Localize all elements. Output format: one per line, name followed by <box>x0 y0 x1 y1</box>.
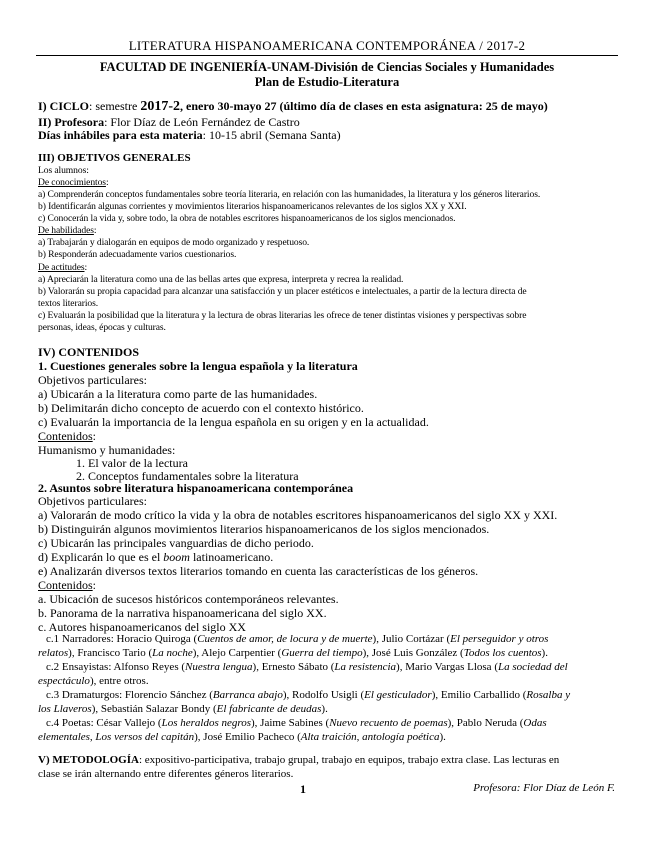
inhabiles-line <box>38 128 623 143</box>
c2-b: ), Ernesto Sábato ( <box>252 661 335 673</box>
c2-b-title: La resistencia <box>334 661 397 673</box>
c3-e-title: El fabricante de deudas <box>216 703 322 715</box>
c3-c-title: Rosalba y <box>526 689 571 701</box>
objetivos-heading: III) OBJETIVOS GENERALES <box>38 152 191 164</box>
poetas-line2 <box>38 731 623 743</box>
inhabiles-value: : 10-15 abril (Semana Santa) <box>202 128 341 142</box>
c1-c: ), Francisco Tario ( <box>68 647 153 659</box>
c4-e-title: Alta traición, antología poética <box>300 731 440 743</box>
objetivos-intro: Los alumnos: <box>38 165 89 176</box>
conocimiento-b: b) Identificarán algunas corrientes y movimientos literarios hispanoamericanos relevantes de los siglos XX y XXI. <box>38 201 467 212</box>
semestre-value: 2017-2 <box>140 99 181 114</box>
c4-a-title: Los heraldos negros <box>161 717 252 729</box>
metodologia-line2: clase se irán alternando entre diferentes géneros literarios. <box>38 768 294 780</box>
contenidos-heading: IV) CONTENIDOS <box>38 345 140 359</box>
c4-d-title: elementales, Los versos del capitán <box>38 731 195 743</box>
c3-d: ), Sebastián Salazar Bondy ( <box>91 703 217 715</box>
actitudes-label: De actitudes <box>38 262 85 273</box>
unit1-obj-a: a) Ubicarán a la literatura como parte de las humanidades. <box>38 387 318 401</box>
actitudes-label-line: De actitudes: <box>38 262 88 273</box>
c1-e: ), José Luis González ( <box>362 647 464 659</box>
c2-a: c.2 Ensayistas: Alfonso Reyes ( <box>46 661 186 673</box>
ensayistas-line2 <box>38 675 623 687</box>
actitud-c-cont: personas, ideas, épocas y culturas. <box>38 322 166 333</box>
unit2-obj-d <box>38 550 623 565</box>
unit2-obj-d-text: d) Explicarán lo que es el <box>38 550 164 564</box>
plan-title: Plan de Estudio-Literatura <box>254 75 400 89</box>
profesora-name: : Flor Díaz de León Fernández de Castro <box>104 115 300 129</box>
dramaturgos-line2 <box>38 703 623 715</box>
c1-d: ), Alejo Carpentier ( <box>192 647 282 659</box>
unit1-obj-c: c) Evaluarán la importancia de la lengua española en su origen y en la actualidad. <box>38 415 429 429</box>
boom-word: boom <box>163 550 190 564</box>
running-header: LITERATURA HISPANOAMERICANA CONTEMPORÁNEA / 2017-2 <box>128 38 526 53</box>
c1-d-title: La noche <box>152 647 193 659</box>
actitud-c: c) Evaluarán la posibilidad que la literatura y la lectura de obras literarias les ofrece de tener distintas visiones y perspectivas sobre <box>38 310 527 321</box>
c3-e: ). <box>321 703 328 715</box>
conocimiento-c: c) Conocerán la vida y, sobre todo, la obra de notables escritores hispanoamericanos de los siglos mencionados. <box>38 213 456 224</box>
c2-a-title: Nuestra lengua <box>185 661 253 673</box>
conocimientos-label: De conocimientos <box>38 177 106 188</box>
faculty-title: FACULTAD DE INGENIERÍA-UNAM-División de Ciencias Sociales y Humanidades <box>99 60 555 74</box>
boom-rest: latinoamericano. <box>189 550 274 564</box>
c4-c-title: Odas <box>523 717 547 729</box>
unit2-cont-a: a. Ubicación de sucesos históricos contemporáneos relevantes. <box>38 592 339 606</box>
unit1-obj-label: Objetivos particulares: <box>38 373 147 387</box>
c1-b-title: El perseguidor y otros <box>450 633 549 645</box>
unit1-obj-b: b) Delimitarán dicho concepto de acuerdo con el contexto histórico. <box>38 401 364 415</box>
unit2-obj-label: Objetivos particulares: <box>38 494 147 508</box>
c3-b: ), Rodolfo Usigli ( <box>282 689 365 701</box>
narradores-line2 <box>38 647 623 659</box>
metodologia-label: V) METODOLOGÍA <box>38 754 139 766</box>
c1-b: ), Julio Cortázar ( <box>372 633 451 645</box>
c1-f: ). <box>541 647 548 659</box>
unit1-cont-label: Contenidos <box>38 429 93 443</box>
metodologia-line1 <box>38 754 623 766</box>
unit2-cont-label-line: Contenidos: <box>38 578 97 592</box>
header-rule <box>36 55 618 56</box>
actitud-a: a) Apreciarán la literatura como una de las bellas artes que expresa, interpreta y recrea la realidad. <box>38 274 404 285</box>
unit2-cont-c: c. Autores hispanoamericanos del siglo XX <box>38 620 246 634</box>
unit2-cont-b: b. Panorama de la narrativa hispanoamericana del siglo XX. <box>38 606 327 620</box>
actitud-b: b) Valorarán su propia capacidad para alcanzar una satisfacción y un placer estéticos e intelectuales, a partir de la lectura directa de <box>38 286 527 297</box>
poetas-line1 <box>46 717 631 729</box>
c1-a: c.1 Narradores: Horacio Quiroga ( <box>46 633 198 645</box>
c4-b-title: Nuevo recuento de poemas <box>329 717 448 729</box>
habilidad-b: b) Responderán adecuadamente varios cuestionarios. <box>38 249 237 260</box>
c1-f-title: Todos los cuentos <box>463 647 542 659</box>
ciclo-line <box>38 99 623 115</box>
unit1-sub-2: 2. Conceptos fundamentales sobre la literatura <box>76 469 299 483</box>
ciclo-label: I) CICLO <box>38 99 90 113</box>
c1-e-title: Guerra del tiempo <box>281 647 363 659</box>
c2-c: ), Mario Vargas Llosa ( <box>396 661 498 673</box>
unit2-obj-b: b) Distinguirán algunos movimientos literarios hispanoamericanos de los siglos mencionados. <box>38 522 490 536</box>
c4-c: ), Pablo Neruda ( <box>447 717 524 729</box>
unit1-sub-1: 1. El valor de la lectura <box>76 456 188 470</box>
c3-b-title: El gesticulador <box>364 689 432 701</box>
c1-c-title: relatos <box>38 647 69 659</box>
c4-a: c.4 Poetas: César Vallejo ( <box>46 717 162 729</box>
c4-e: ). <box>439 731 446 743</box>
unit2-obj-a: a) Valorarán de modo crítico la vida y la obra de notables escritores hispanoamericanos del siglo XX y XXI. <box>38 508 558 522</box>
unit1-title: 1. Cuestiones generales sobre la lengua española y la literatura <box>38 359 358 373</box>
c3-c: ), Emilio Carballido ( <box>431 689 527 701</box>
unit1-topic: Humanismo y humanidades: <box>38 443 176 457</box>
habilidad-a: a) Trabajarán y dialogarán en equipos de modo organizado y respetuoso. <box>38 237 310 248</box>
c1-a-title: Cuentos de amor, de locura y de muerte <box>197 633 373 645</box>
c3-a-title: Barranca abajo <box>212 689 283 701</box>
unit1-cont-label-line: Contenidos: <box>38 429 97 443</box>
ciclo-fechas: , enero 30-mayo 27 (último día de clases en esta asignatura: 25 de mayo) <box>180 99 548 113</box>
dramaturgos-line1 <box>46 689 631 701</box>
c2-d: ), entre otros. <box>89 675 149 687</box>
actitud-b-cont: textos literarios. <box>38 298 99 309</box>
conocimientos-label-line: De conocimientos: <box>38 177 109 188</box>
unit2-obj-e: e) Analizarán diversos textos literarios tomando en cuenta las características de los géneros. <box>38 564 479 578</box>
unit2-title: 2. Asuntos sobre literatura hispanoamericana contemporánea <box>38 481 354 495</box>
unit2-cont-label: Contenidos <box>38 578 93 592</box>
habilidades-label: De habilidades <box>38 225 94 236</box>
c4-d: ), José Emilio Pacheco ( <box>194 731 301 743</box>
page-number: 1 <box>300 782 306 796</box>
unit2-obj-c: c) Ubicarán las principales vanguardias de dicho periodo. <box>38 536 314 550</box>
c3-a: c.3 Dramaturgos: Florencio Sánchez ( <box>46 689 213 701</box>
c3-d-title: los Llaveros <box>38 703 92 715</box>
c2-d-title: espectáculo <box>38 675 90 687</box>
habilidades-label-line: De habilidades: <box>38 225 97 236</box>
inhabiles-label: Días inhábiles para esta materia <box>38 128 203 142</box>
ensayistas-line1 <box>46 661 631 673</box>
conocimiento-a: a) Comprenderán conceptos fundamentales sobre teoría literaria, en relación con las humanidades, la literatura y los géneros literarios. <box>38 189 541 200</box>
footer-profesora: Profesora: Flor Díaz de León F. <box>473 782 615 794</box>
c4-b: ), Jaime Sabines ( <box>251 717 330 729</box>
metodologia-text1: : expositivo-participativa, trabajo grupal, trabajo en equipos, trabajo extra clase. Las lecturas en <box>138 754 560 766</box>
semestre-label: : semestre <box>89 99 141 113</box>
c2-c-title: La sociedad del <box>497 661 568 673</box>
profesora-label: II) Profesora <box>38 115 105 129</box>
narradores-line1 <box>46 633 631 645</box>
